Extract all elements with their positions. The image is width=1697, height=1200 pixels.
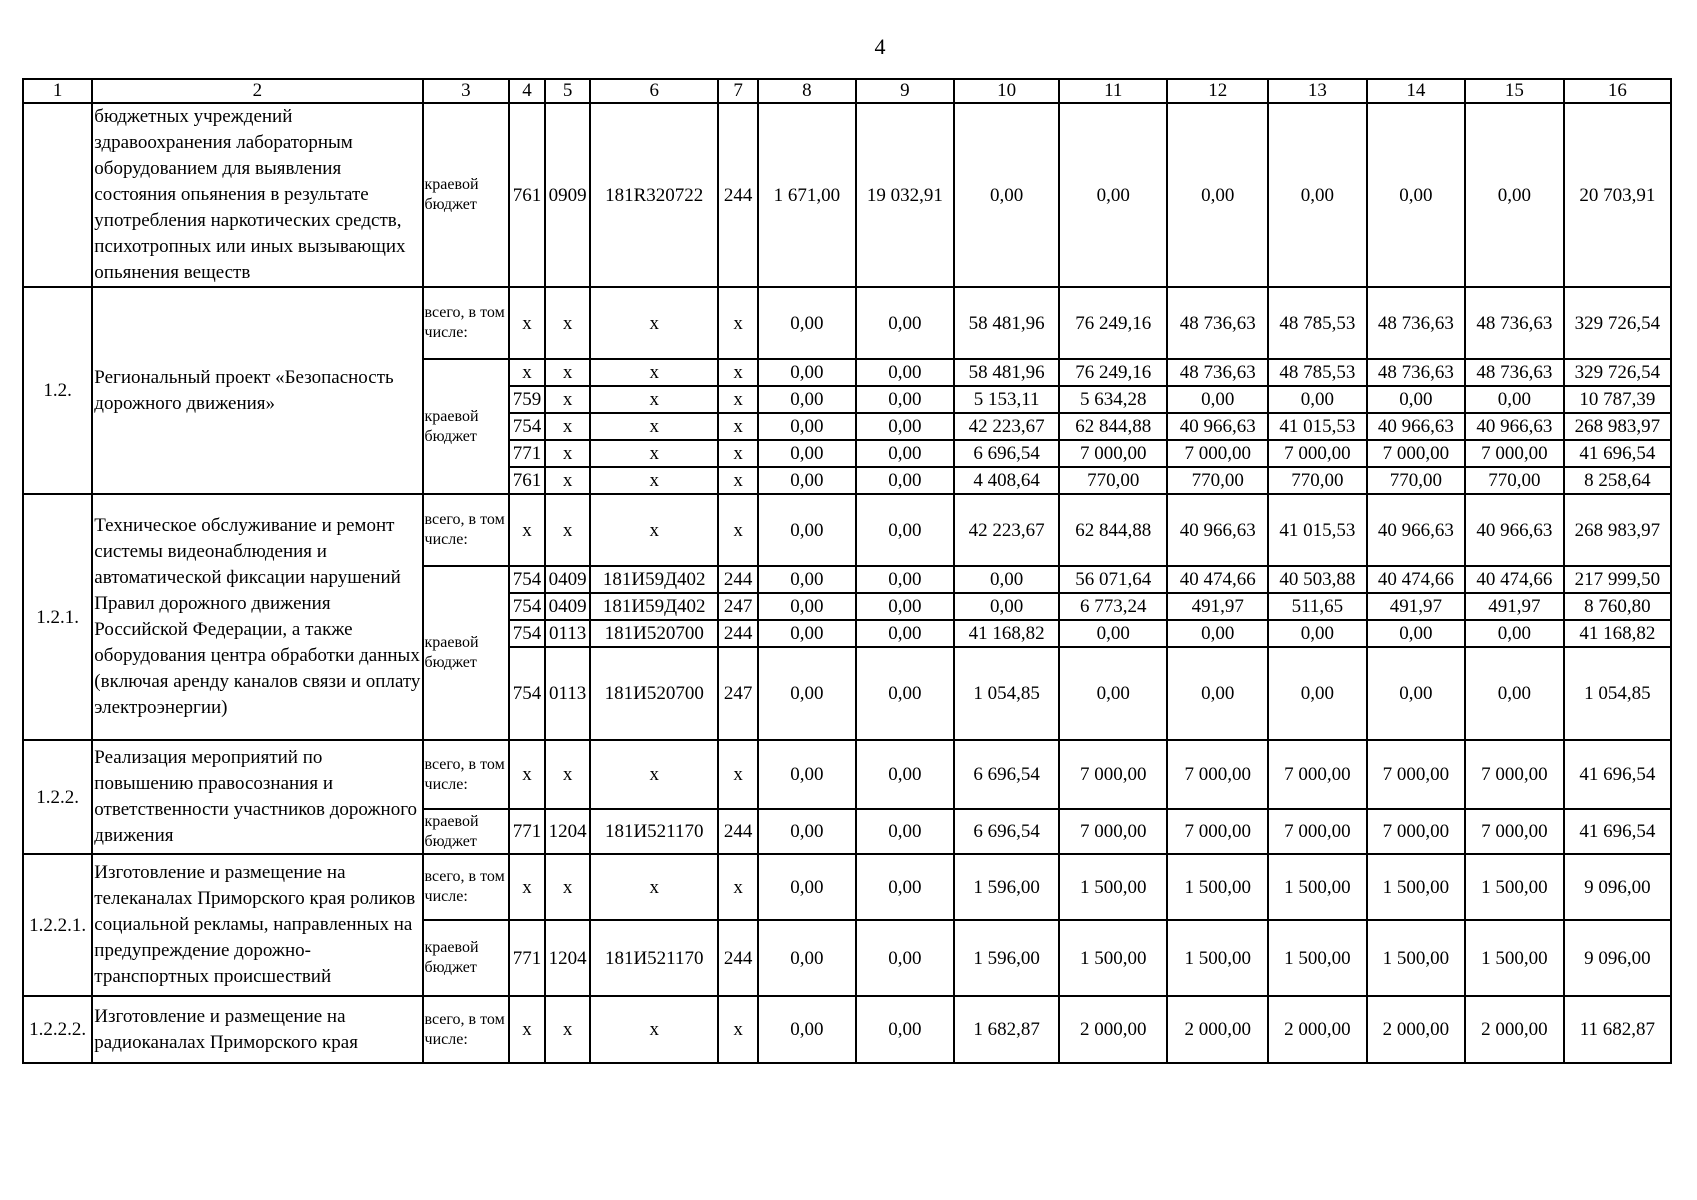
amount-cell: 48 736,63 — [1367, 359, 1466, 386]
code-col4: 754 — [509, 566, 545, 593]
amount-cell: 329 726,54 — [1564, 359, 1671, 386]
code-col5: 1204 — [545, 920, 590, 996]
funding-source-total: всего, в том числе: — [423, 996, 510, 1063]
item-number: 1.2.1. — [23, 494, 92, 740]
budget-table — [22, 78, 1672, 1064]
item-description: Техническое обслуживание и ремонт системы видеонаблюдения и автоматической фиксации нарушений Правил дорожного движения Российской Федерации, а также оборудования центра обработки данных (включая аренду каналов связи и оплату электроэнергии) — [92, 494, 422, 740]
code-col7: 244 — [718, 809, 758, 854]
amount-cell: 1 500,00 — [1367, 854, 1466, 920]
amount-cell: 41 168,82 — [954, 620, 1059, 647]
funding-source-total: всего, в том числе: — [423, 287, 510, 359]
amount-cell: 40 966,63 — [1367, 413, 1466, 440]
code-col6: x — [590, 359, 718, 386]
code-col6: x — [590, 287, 718, 359]
amount-cell: 4 408,64 — [954, 467, 1059, 494]
amount-cell: 0,00 — [1268, 103, 1367, 287]
column-header: 5 — [545, 79, 590, 103]
amount-cell: 41 168,82 — [1564, 620, 1671, 647]
code-col6: 181И520700 — [590, 647, 718, 740]
amount-cell: 0,00 — [1268, 386, 1367, 413]
amount-cell: 0,00 — [856, 440, 955, 467]
amount-cell: 1 500,00 — [1059, 920, 1167, 996]
amount-cell: 491,97 — [1167, 593, 1268, 620]
item-description: Изготовление и размещение на радиоканалах Приморского края — [92, 996, 422, 1063]
amount-cell: 7 000,00 — [1268, 809, 1367, 854]
amount-cell: 41 015,53 — [1268, 494, 1367, 566]
amount-cell: 20 703,91 — [1564, 103, 1671, 287]
amount-cell: 0,00 — [856, 593, 955, 620]
amount-cell: 41 696,54 — [1564, 740, 1671, 809]
amount-cell: 48 736,63 — [1465, 359, 1564, 386]
amount-cell: 5 634,28 — [1059, 386, 1167, 413]
code-col6: 181И520700 — [590, 620, 718, 647]
funding-source-total: всего, в том числе: — [423, 740, 510, 809]
amount-cell: 0,00 — [1465, 103, 1564, 287]
code-col5: x — [545, 996, 590, 1063]
amount-cell: 0,00 — [856, 620, 955, 647]
amount-cell: 10 787,39 — [1564, 386, 1671, 413]
amount-cell: 2 000,00 — [1465, 996, 1564, 1063]
amount-cell: 0,00 — [1367, 103, 1466, 287]
code-col7: 247 — [718, 647, 758, 740]
column-header: 8 — [758, 79, 855, 103]
code-col5: 0113 — [545, 647, 590, 740]
amount-cell: 0,00 — [954, 593, 1059, 620]
code-col7: x — [718, 740, 758, 809]
amount-cell: 0,00 — [758, 854, 855, 920]
amount-cell: 0,00 — [954, 566, 1059, 593]
amount-cell: 48 736,63 — [1167, 287, 1268, 359]
amount-cell: 40 966,63 — [1465, 413, 1564, 440]
code-col4: x — [509, 494, 545, 566]
code-col7: x — [718, 386, 758, 413]
amount-cell: 7 000,00 — [1167, 440, 1268, 467]
amount-cell: 0,00 — [758, 287, 855, 359]
amount-cell: 491,97 — [1465, 593, 1564, 620]
amount-cell: 19 032,91 — [856, 103, 955, 287]
amount-cell: 0,00 — [1059, 620, 1167, 647]
funding-source-total: всего, в том числе: — [423, 494, 510, 566]
code-col6: x — [590, 467, 718, 494]
amount-cell: 1 500,00 — [1268, 920, 1367, 996]
amount-cell: 48 785,53 — [1268, 359, 1367, 386]
amount-cell: 0,00 — [758, 593, 855, 620]
amount-cell: 1 500,00 — [1167, 920, 1268, 996]
code-col7: x — [718, 440, 758, 467]
code-col7: x — [718, 996, 758, 1063]
amount-cell: 6 696,54 — [954, 740, 1059, 809]
amount-cell: 770,00 — [1465, 467, 1564, 494]
code-col5: x — [545, 740, 590, 809]
amount-cell: 0,00 — [1059, 103, 1167, 287]
code-col5: x — [545, 287, 590, 359]
code-col6: x — [590, 996, 718, 1063]
amount-cell: 11 682,87 — [1564, 996, 1671, 1063]
amount-cell: 7 000,00 — [1367, 809, 1466, 854]
column-header: 6 — [590, 79, 718, 103]
code-col4: x — [509, 996, 545, 1063]
amount-cell: 0,00 — [758, 413, 855, 440]
item-number: 1.2.2.1. — [23, 854, 92, 996]
item-description: Изготовление и размещение на телеканалах Приморского края роликов социальной рекламы, направленных на предупреждение дорожно-транспортных происшествий — [92, 854, 422, 996]
amount-cell: 0,00 — [1167, 103, 1268, 287]
amount-cell: 0,00 — [758, 996, 855, 1063]
amount-cell: 7 000,00 — [1465, 809, 1564, 854]
code-col7: 244 — [718, 103, 758, 287]
amount-cell: 0,00 — [758, 920, 855, 996]
amount-cell: 1 596,00 — [954, 854, 1059, 920]
amount-cell: 7 000,00 — [1059, 809, 1167, 854]
amount-cell: 1 500,00 — [1367, 920, 1466, 996]
column-header: 16 — [1564, 79, 1671, 103]
header-row — [23, 79, 1671, 103]
amount-cell: 0,00 — [1268, 620, 1367, 647]
amount-cell: 40 474,66 — [1465, 566, 1564, 593]
amount-cell: 40 966,63 — [1367, 494, 1466, 566]
funding-source: краевой бюджет — [423, 566, 510, 740]
code-col7: x — [718, 359, 758, 386]
amount-cell: 41 696,54 — [1564, 809, 1671, 854]
amount-cell: 0,00 — [856, 920, 955, 996]
item-description: бюджетных учреждений здравоохранения лабораторным оборудованием для выявления состояния опьянения в результате употребления наркотических средств, психотропных или иных вызывающих опьянения веществ — [92, 103, 422, 287]
code-col4: 754 — [509, 647, 545, 740]
code-col4: x — [509, 740, 545, 809]
amount-cell: 58 481,96 — [954, 287, 1059, 359]
funding-source-total: всего, в том числе: — [423, 854, 510, 920]
amount-cell: 770,00 — [1367, 467, 1466, 494]
code-col4: 771 — [509, 920, 545, 996]
amount-cell: 48 736,63 — [1465, 287, 1564, 359]
column-header: 11 — [1059, 79, 1167, 103]
code-col7: x — [718, 287, 758, 359]
amount-cell: 40 503,88 — [1268, 566, 1367, 593]
column-header: 1 — [23, 79, 92, 103]
amount-cell: 2 000,00 — [1059, 996, 1167, 1063]
item-number: 1.2.2. — [23, 740, 92, 854]
amount-cell: 7 000,00 — [1167, 740, 1268, 809]
amount-cell: 0,00 — [1167, 647, 1268, 740]
code-col5: x — [545, 467, 590, 494]
funding-source: краевой бюджет — [423, 920, 510, 996]
code-col4: 761 — [509, 103, 545, 287]
amount-cell: 770,00 — [1268, 467, 1367, 494]
amount-cell: 2 000,00 — [1167, 996, 1268, 1063]
amount-cell: 268 983,97 — [1564, 413, 1671, 440]
amount-cell: 7 000,00 — [1465, 440, 1564, 467]
amount-cell: 268 983,97 — [1564, 494, 1671, 566]
code-col4: 759 — [509, 386, 545, 413]
amount-cell: 491,97 — [1367, 593, 1466, 620]
amount-cell: 1 682,87 — [954, 996, 1059, 1063]
amount-cell: 40 966,63 — [1465, 494, 1564, 566]
code-col5: x — [545, 494, 590, 566]
item-number: 1.2.2.2. — [23, 996, 92, 1063]
table-row — [23, 854, 1671, 920]
amount-cell: 7 000,00 — [1367, 440, 1466, 467]
amount-cell: 0,00 — [1465, 386, 1564, 413]
funding-source: краевой бюджет — [423, 809, 510, 854]
code-col7: x — [718, 494, 758, 566]
code-col6: 181И521170 — [590, 920, 718, 996]
amount-cell: 41 696,54 — [1564, 440, 1671, 467]
code-col6: x — [590, 413, 718, 440]
code-col4: 771 — [509, 809, 545, 854]
amount-cell: 0,00 — [856, 386, 955, 413]
code-col7: x — [718, 854, 758, 920]
table-row — [23, 494, 1671, 566]
code-col7: 244 — [718, 920, 758, 996]
item-description: Региональный проект «Безопасность дорожного движения» — [92, 287, 422, 494]
column-header: 10 — [954, 79, 1059, 103]
amount-cell: 0,00 — [856, 809, 955, 854]
amount-cell: 7 000,00 — [1268, 440, 1367, 467]
code-col6: 181И521170 — [590, 809, 718, 854]
code-col6: x — [590, 740, 718, 809]
funding-source: краевой бюджет — [423, 103, 510, 287]
amount-cell: 40 966,63 — [1167, 494, 1268, 566]
code-col5: 0409 — [545, 593, 590, 620]
amount-cell: 1 500,00 — [1167, 854, 1268, 920]
amount-cell: 0,00 — [1367, 647, 1466, 740]
column-header: 13 — [1268, 79, 1367, 103]
amount-cell: 1 054,85 — [954, 647, 1059, 740]
amount-cell: 770,00 — [1059, 467, 1167, 494]
amount-cell: 7 000,00 — [1059, 440, 1167, 467]
amount-cell: 0,00 — [856, 996, 955, 1063]
amount-cell: 217 999,50 — [1564, 566, 1671, 593]
column-header: 14 — [1367, 79, 1466, 103]
amount-cell: 76 249,16 — [1059, 287, 1167, 359]
amount-cell: 0,00 — [758, 440, 855, 467]
amount-cell: 6 773,24 — [1059, 593, 1167, 620]
code-col4: 771 — [509, 440, 545, 467]
amount-cell: 7 000,00 — [1059, 740, 1167, 809]
amount-cell: 0,00 — [1167, 386, 1268, 413]
amount-cell: 41 015,53 — [1268, 413, 1367, 440]
code-col6: 181R320722 — [590, 103, 718, 287]
column-header: 12 — [1167, 79, 1268, 103]
code-col7: 247 — [718, 593, 758, 620]
amount-cell: 511,65 — [1268, 593, 1367, 620]
amount-cell: 0,00 — [856, 413, 955, 440]
amount-cell: 7 000,00 — [1268, 740, 1367, 809]
column-header: 4 — [509, 79, 545, 103]
amount-cell: 0,00 — [758, 647, 855, 740]
amount-cell: 0,00 — [1059, 647, 1167, 740]
amount-cell: 76 249,16 — [1059, 359, 1167, 386]
amount-cell: 0,00 — [1367, 620, 1466, 647]
code-col4: x — [509, 359, 545, 386]
amount-cell: 8 258,64 — [1564, 467, 1671, 494]
code-col4: 754 — [509, 413, 545, 440]
amount-cell: 0,00 — [856, 494, 955, 566]
amount-cell: 0,00 — [758, 494, 855, 566]
amount-cell: 7 000,00 — [1465, 740, 1564, 809]
column-header: 7 — [718, 79, 758, 103]
code-col4: x — [509, 287, 545, 359]
column-header: 2 — [92, 79, 422, 103]
amount-cell: 42 223,67 — [954, 413, 1059, 440]
code-col7: 244 — [718, 620, 758, 647]
amount-cell: 8 760,80 — [1564, 593, 1671, 620]
code-col5: x — [545, 413, 590, 440]
amount-cell: 2 000,00 — [1367, 996, 1466, 1063]
table-row — [23, 996, 1671, 1063]
amount-cell: 2 000,00 — [1268, 996, 1367, 1063]
code-col4: 761 — [509, 467, 545, 494]
amount-cell: 62 844,88 — [1059, 494, 1167, 566]
amount-cell: 40 966,63 — [1167, 413, 1268, 440]
amount-cell: 0,00 — [758, 809, 855, 854]
page-number: 4 — [874, 34, 886, 59]
amount-cell: 0,00 — [856, 359, 955, 386]
amount-cell: 0,00 — [758, 740, 855, 809]
code-col7: x — [718, 467, 758, 494]
amount-cell: 0,00 — [758, 359, 855, 386]
amount-cell: 0,00 — [856, 566, 955, 593]
amount-cell: 1 671,00 — [758, 103, 855, 287]
amount-cell: 42 223,67 — [954, 494, 1059, 566]
amount-cell: 0,00 — [1465, 647, 1564, 740]
table-body — [23, 79, 1671, 1063]
amount-cell: 58 481,96 — [954, 359, 1059, 386]
amount-cell: 6 696,54 — [954, 440, 1059, 467]
code-col6: x — [590, 440, 718, 467]
amount-cell: 9 096,00 — [1564, 854, 1671, 920]
code-col6: x — [590, 854, 718, 920]
funding-source: краевой бюджет — [423, 359, 510, 494]
code-col5: 0409 — [545, 566, 590, 593]
amount-cell: 48 736,63 — [1367, 287, 1466, 359]
amount-cell: 0,00 — [758, 386, 855, 413]
code-col5: 1204 — [545, 809, 590, 854]
amount-cell: 0,00 — [1465, 620, 1564, 647]
code-col6: x — [590, 386, 718, 413]
item-description: Реализация мероприятий по повышению правосознания и ответственности участников дорожного движения — [92, 740, 422, 854]
table-row — [23, 287, 1671, 359]
amount-cell: 56 071,64 — [1059, 566, 1167, 593]
amount-cell: 6 696,54 — [954, 809, 1059, 854]
amount-cell: 7 000,00 — [1167, 809, 1268, 854]
column-header: 9 — [856, 79, 955, 103]
code-col5: x — [545, 440, 590, 467]
item-number: 1.2. — [23, 287, 92, 494]
amount-cell: 0,00 — [758, 620, 855, 647]
amount-cell: 1 054,85 — [1564, 647, 1671, 740]
amount-cell: 0,00 — [758, 467, 855, 494]
amount-cell: 0,00 — [1268, 647, 1367, 740]
code-col4: 754 — [509, 620, 545, 647]
amount-cell: 0,00 — [758, 566, 855, 593]
amount-cell: 1 500,00 — [1268, 854, 1367, 920]
column-header: 3 — [423, 79, 510, 103]
code-col5: 0113 — [545, 620, 590, 647]
item-number — [23, 103, 92, 287]
amount-cell: 40 474,66 — [1167, 566, 1268, 593]
amount-cell: 0,00 — [856, 467, 955, 494]
amount-cell: 0,00 — [856, 287, 955, 359]
column-header: 15 — [1465, 79, 1564, 103]
amount-cell: 1 500,00 — [1059, 854, 1167, 920]
amount-cell: 0,00 — [856, 740, 955, 809]
code-col6: 181И59Д402 — [590, 566, 718, 593]
amount-cell: 770,00 — [1167, 467, 1268, 494]
amount-cell: 40 474,66 — [1367, 566, 1466, 593]
amount-cell: 1 596,00 — [954, 920, 1059, 996]
amount-cell: 0,00 — [954, 103, 1059, 287]
code-col7: 244 — [718, 566, 758, 593]
amount-cell: 329 726,54 — [1564, 287, 1671, 359]
code-col7: x — [718, 413, 758, 440]
code-col5: x — [545, 386, 590, 413]
code-col6: 181И59Д402 — [590, 593, 718, 620]
code-col4: 754 — [509, 593, 545, 620]
amount-cell: 0,00 — [856, 647, 955, 740]
code-col6: x — [590, 494, 718, 566]
code-col4: x — [509, 854, 545, 920]
table-row — [23, 103, 1671, 287]
code-col5: 0909 — [545, 103, 590, 287]
amount-cell: 1 500,00 — [1465, 920, 1564, 996]
table-row — [23, 740, 1671, 809]
amount-cell: 48 785,53 — [1268, 287, 1367, 359]
amount-cell: 62 844,88 — [1059, 413, 1167, 440]
amount-cell: 0,00 — [1367, 386, 1466, 413]
code-col5: x — [545, 854, 590, 920]
amount-cell: 0,00 — [856, 854, 955, 920]
amount-cell: 1 500,00 — [1465, 854, 1564, 920]
amount-cell: 48 736,63 — [1167, 359, 1268, 386]
amount-cell: 7 000,00 — [1367, 740, 1466, 809]
amount-cell: 9 096,00 — [1564, 920, 1671, 996]
code-col5: x — [545, 359, 590, 386]
amount-cell: 0,00 — [1167, 620, 1268, 647]
amount-cell: 5 153,11 — [954, 386, 1059, 413]
